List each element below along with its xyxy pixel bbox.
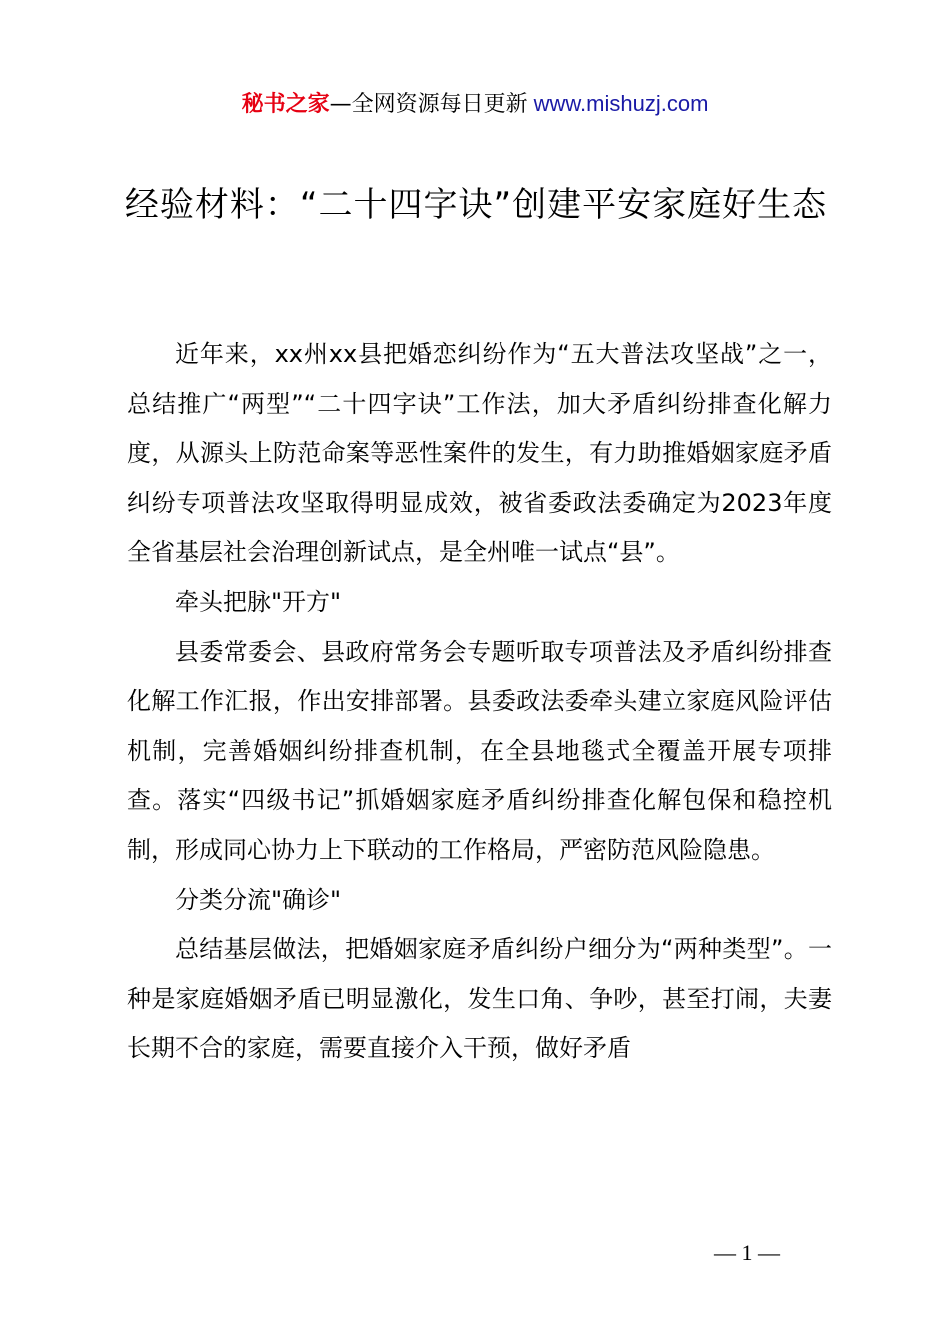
site-header <box>0 88 950 121</box>
section-heading-classification: 分类分流"确诊" <box>175 885 342 914</box>
section-paragraph-diagnosis: 县委常委会、县政府常务会专题听取专项普法及矛盾纠纷排查化解工作汇报，作出安排部署。县委政法委牵头建立家庭风险评估机制，完善婚姻纠纷排查机制，在全县地毯式全覆盖开展专项排查。落实“四级书记”抓婚姻家庭矛盾纠纷排查化解包保和稳控机制，形成同心协力上下联动的工作格局，严密防范风险隐患。 <box>127 637 832 864</box>
intro-paragraph: 近年来，xx州xx县把婚恋纠纷作为“五大普法攻坚战”之一，总结推广“两型”“二十四字诀”工作法，加大矛盾纠纷排查化解力度，从源头上防范命案等恶性案件的发生，有力助推婚姻家庭矛盾纠纷专项普法攻坚取得明显成效，被省委政法委确定为2023年度全省基层社会治理创新试点，是全州唯一试点“县”。 <box>127 340 832 567</box>
site-url-link[interactable]: www.mishuzj.com <box>533 91 709 116</box>
site-brand: 秘书之家 <box>241 92 330 117</box>
site-tagline: —全网资源每日更新 <box>329 92 528 117</box>
section-heading-diagnosis: 牵头把脉"开方" <box>175 587 342 616</box>
page-number: — 1 — <box>714 1240 780 1265</box>
page-footer <box>0 1238 950 1268</box>
document-body <box>127 330 832 1074</box>
document-title: 经验材料：“二十四字诀”创建平安家庭好生态 <box>124 185 828 225</box>
section-paragraph-classification: 总结基层做法，把婚姻家庭矛盾纠纷户细分为“两种类型”。一种是家庭婚姻矛盾已明显激化，发生口角、争吵，甚至打闹，夫妻长期不合的家庭，需要直接介入干预，做好矛盾 <box>127 935 832 1063</box>
